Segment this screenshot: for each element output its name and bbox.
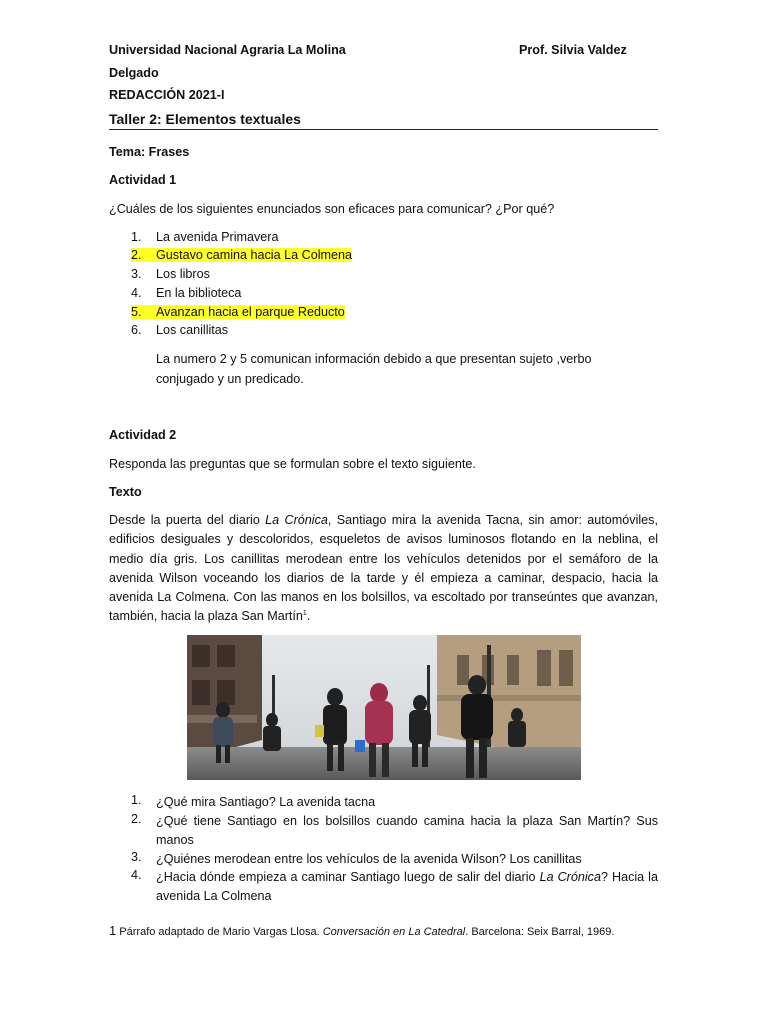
topic: Tema: Frases <box>109 145 190 159</box>
text-label: Texto <box>109 485 142 499</box>
paragraph-line: avenida La Colmena. Con las manos en los bolsillos, va escoltado por transeúntes que avanzan, <box>109 590 658 605</box>
paragraph-line: medio día gris. Los canillitas merodean entre los vehículos detenidos por el semáforo de la <box>109 551 658 566</box>
question-text: ¿Qué mira Santiago? La avenida tacna <box>156 795 376 809</box>
activity1-answer-line2: conjugado y un predicado. <box>156 372 304 386</box>
question-text: ¿Hacia dónde empieza a caminar Santiago luego de salir del diario La Crónica? Hacia la <box>156 870 658 884</box>
list-item: Los libros <box>156 267 210 281</box>
activity1-heading: Actividad 1 <box>109 173 177 187</box>
paragraph-line: avenida Wilson voceando los diarios de la tarde y él empieza a caminar, despacio, hacia la <box>109 570 658 585</box>
question-number: 2. <box>131 812 142 826</box>
question-text: ¿Qué tiene Santiago en los bolsillos cuando camina hacia la plaza San Martín? Sus <box>156 814 658 828</box>
paragraph-line: también, hacia la plaza San Martín$^1$. <box>109 609 311 624</box>
university-name: Universidad Nacional Agraria La Molina <box>109 43 346 57</box>
footnote-ref: 1 <box>302 610 307 618</box>
list-item-number: 6. <box>131 323 142 337</box>
professor-surname: Delgado <box>109 66 159 80</box>
workshop-title: Taller 2: Elementos textuales <box>109 111 301 127</box>
list-item: En la biblioteca <box>156 286 242 300</box>
question-text: manos <box>156 833 194 847</box>
question-item <box>156 850 658 869</box>
list-item: Los canillitas <box>156 323 229 337</box>
activity1-answer-line1: La numero 2 y 5 comunican información debido a que presentan sujeto ,verbo <box>156 352 592 366</box>
activity2-instruction: Responda las preguntas que se formulan sobre el texto siguiente. <box>109 457 476 471</box>
question-number: 1. <box>131 793 142 807</box>
list-item-number: 2. <box>131 248 156 262</box>
list-item-number: 1. <box>131 230 142 244</box>
paragraph-line: edificios desiguales y descoloridos, esqueletos de avisos luminosos flotando en la neblina, el <box>109 532 658 547</box>
list-item-number: 4. <box>131 286 142 300</box>
newspaper-title: La Crónica <box>265 513 328 527</box>
list-item-number: 3. <box>131 267 142 281</box>
activity1-question: ¿Cuáles de los siguientes enunciados son eficaces para comunicar? ¿Por qué? <box>109 202 555 216</box>
course-name: REDACCIÓN 2021-I <box>109 88 225 102</box>
list-item-highlighted: Gustavo camina hacia La Colmena <box>156 248 353 262</box>
question-number: 4. <box>131 868 142 882</box>
list-item: La avenida Primavera <box>156 230 279 244</box>
reading-paragraph <box>109 511 658 627</box>
footnote-number: 1 <box>109 923 117 938</box>
paragraph-line: Desde la puerta del diario La Crónica, Santiago mira la avenida Tacna, sin amor: automóviles, <box>109 513 658 527</box>
question-item <box>156 793 658 812</box>
footnote: 1 Párrafo adaptado de Mario Vargas Llosa. Conversación en La Catedral. Barcelona: Seix Barral, 1969. <box>109 923 615 938</box>
question-item <box>156 812 658 850</box>
book-title: Conversación en La Catedral <box>322 926 466 938</box>
question-text: ¿Quiénes merodean entre los vehículos de la avenida Wilson? Los canillitas <box>156 852 582 866</box>
question-number: 3. <box>131 850 142 864</box>
question-item <box>156 868 658 906</box>
street-photo <box>187 635 581 780</box>
activity2-heading: Actividad 2 <box>109 428 177 442</box>
professor-name: Prof. Silvia Valdez <box>519 43 627 57</box>
list-item-highlighted: Avanzan hacia el parque Reducto <box>156 305 345 319</box>
list-item-number: 5. <box>131 305 156 319</box>
question-text: avenida La Colmena <box>156 889 272 903</box>
title-divider <box>109 129 658 130</box>
